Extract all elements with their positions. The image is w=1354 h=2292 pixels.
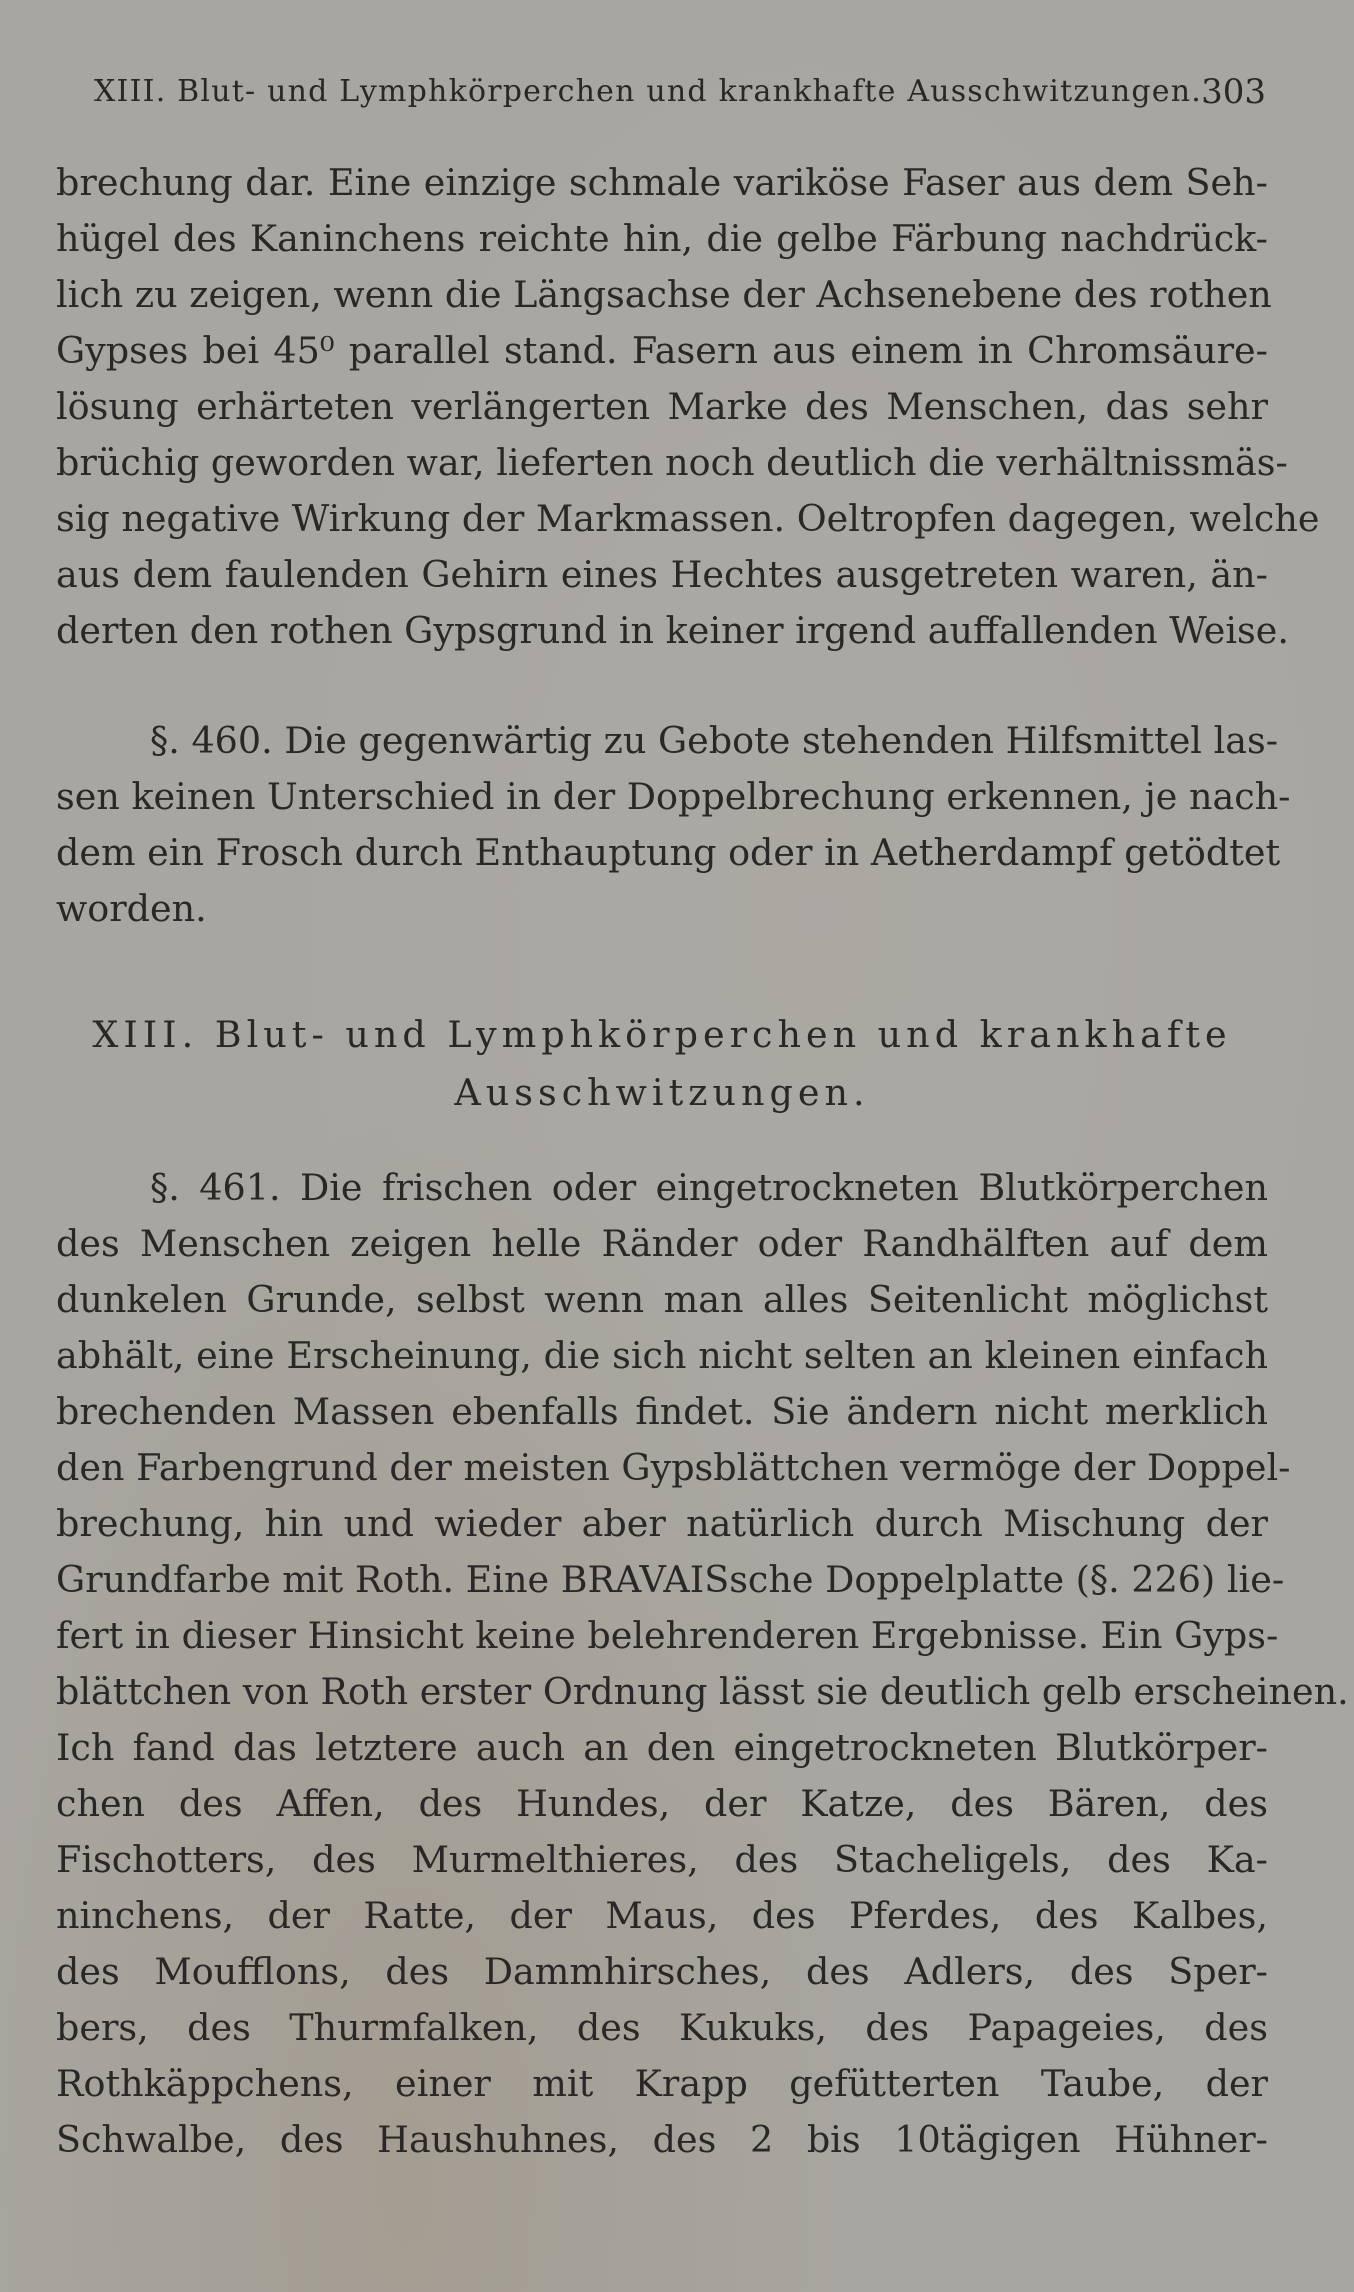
text-line: bers, des Thurmfalken, des Kukuks, des Papageies, des	[56, 2006, 1268, 2049]
text-line: lich zu zeigen, wenn die Längsachse der Achsenebene des rothen	[56, 273, 1272, 316]
text-line: brüchig geworden war, lieferten noch deutlich die verhältnissmäs-	[56, 441, 1288, 484]
text-line: sen keinen Unterschied in der Doppelbrechung erkennen, je nach-	[56, 775, 1291, 818]
running-head	[94, 74, 1266, 122]
paragraph-2	[56, 713, 1291, 937]
text-line: blättchen von Roth erster Ordnung lässt sie deutlich gelb erscheinen.	[56, 1670, 1349, 1713]
text-line: Ich fand das letztere auch an den eingetrockneten Blutkörper-	[56, 1726, 1268, 1769]
text-line: §. 461. Die frischen oder eingetrockneten Blutkörperchen	[150, 1166, 1268, 1209]
paragraph-3	[56, 1160, 1349, 2168]
text-line: brechenden Massen ebenfalls findet. Sie ändern nicht merklich	[56, 1390, 1268, 1433]
text-line: den Farbengrund der meisten Gypsblättchen vermöge der Doppel-	[56, 1446, 1291, 1489]
text-line: dunkelen Grunde, selbst wenn man alles Seitenlicht möglichst	[56, 1278, 1268, 1321]
text-line: dem ein Frosch durch Enthauptung oder in Aetherdampf getödtet	[56, 831, 1281, 874]
section-heading	[56, 1006, 1268, 1122]
paragraph-1	[56, 155, 1320, 659]
text-line: ninchens, der Ratte, der Maus, des Pferdes, des Kalbes,	[56, 1894, 1268, 1937]
text-line: chen des Affen, des Hundes, der Katze, des Bären, des	[56, 1782, 1268, 1825]
page-number: 303	[1201, 72, 1266, 112]
text-line: hügel des Kaninchens reichte hin, die gelbe Färbung nachdrück-	[56, 217, 1268, 260]
text-line: derten den rothen Gypsgrund in keiner irgend auffallenden Weise.	[56, 609, 1289, 652]
text-line: worden.	[56, 887, 207, 930]
text-line: abhält, eine Erscheinung, die sich nicht selten an kleinen einfach	[56, 1334, 1268, 1377]
section-heading-line-1: XIII. Blut- und Lymphkörperchen und krankhafte	[92, 1013, 1232, 1056]
text-line: Gypses bei 45⁰ parallel stand. Fasern aus einem in Chromsäure-	[56, 329, 1268, 372]
text-line: sig negative Wirkung der Markmassen. Oeltropfen dagegen, welche	[56, 497, 1320, 540]
text-line: Grundfarbe mit Roth. Eine BRAVAISsche Doppelplatte (§. 226) lie-	[56, 1558, 1285, 1601]
section-heading-line-2: Ausschwitzungen.	[454, 1071, 870, 1114]
text-line: fert in dieser Hinsicht keine belehrenderen Ergebnisse. Ein Gyps-	[56, 1614, 1279, 1657]
text-line: Schwalbe, des Haushuhnes, des 2 bis 10tägigen Hühner-	[56, 2118, 1268, 2161]
text-line: lösung erhärteten verlängerten Marke des Menschen, das sehr	[56, 385, 1268, 428]
text-line: brechung dar. Eine einzige schmale variköse Faser aus dem Seh-	[56, 161, 1268, 204]
text-line: des Menschen zeigen helle Ränder oder Randhälften auf dem	[56, 1222, 1268, 1265]
text-line: des Moufflons, des Dammhirsches, des Adlers, des Sper-	[56, 1950, 1268, 1993]
text-line: Fischotters, des Murmelthieres, des Stacheligels, des Ka-	[56, 1838, 1268, 1881]
text-line: §. 460. Die gegenwärtig zu Gebote stehenden Hilfsmittel las-	[150, 719, 1279, 762]
text-line: aus dem faulenden Gehirn eines Hechtes ausgetreten waren, än-	[56, 553, 1268, 596]
text-line: brechung, hin und wieder aber natürlich durch Mischung der	[56, 1502, 1268, 1545]
running-head-title: XIII. Blut- und Lymphkörperchen und krankhafte Ausschwitzungen.	[94, 74, 1203, 109]
text-line: Rothkäppchens, einer mit Krapp gefütterten Taube, der	[56, 2062, 1268, 2105]
